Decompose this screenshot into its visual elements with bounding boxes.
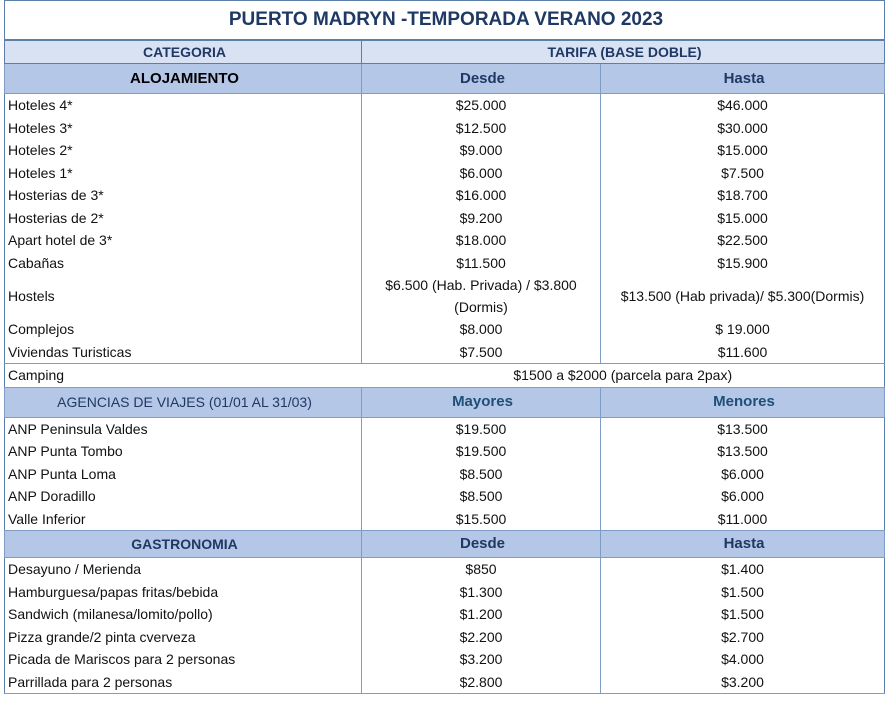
table-row <box>5 229 885 252</box>
row-from-value: $7.500 <box>362 341 601 364</box>
table-row <box>5 485 885 508</box>
row-to-value: $3.200 <box>601 671 885 694</box>
table-row <box>5 139 885 162</box>
row-to-value: $13.500 <box>601 440 885 463</box>
row-from-value: $18.000 <box>362 229 601 252</box>
price-table-sheet <box>4 0 884 720</box>
row-to-value: $15.000 <box>601 207 885 230</box>
title-row <box>5 1 885 41</box>
table-row <box>5 341 885 364</box>
row-label: Desayuno / Merienda <box>5 558 362 581</box>
table-row <box>5 603 885 626</box>
row-to-value: $13.500 <box>601 417 885 440</box>
table-row <box>5 508 885 531</box>
row-label: Hoteles 1* <box>5 162 362 185</box>
table-row <box>5 274 885 318</box>
row-from-value: $25.000 <box>362 94 601 117</box>
row-to-value: $11.000 <box>601 508 885 531</box>
row-to-value: $7.500 <box>601 162 885 185</box>
agencias-col-menores: Menores <box>601 387 885 417</box>
row-from-value: $16.000 <box>362 184 601 207</box>
alojamiento-heading: ALOJAMIENTO <box>5 64 362 94</box>
row-to-value: $22.500 <box>601 229 885 252</box>
page-title: PUERTO MADRYN -TEMPORADA VERANO 2023 <box>5 1 885 41</box>
row-label: ANP Punta Loma <box>5 463 362 486</box>
row-label: Hoteles 2* <box>5 139 362 162</box>
row-to-value: $11.600 <box>601 341 885 364</box>
row-to-value: $30.000 <box>601 117 885 140</box>
categoria-header: CATEGORIA <box>5 40 362 64</box>
agencias-header-row <box>5 387 885 417</box>
table-row <box>5 671 885 694</box>
row-to-value: $15.000 <box>601 139 885 162</box>
row-from-value: $6.000 <box>362 162 601 185</box>
agencias-rows <box>5 417 885 531</box>
row-label: Pizza grande/2 pinta cverveza <box>5 626 362 649</box>
row-to-value: $1.500 <box>601 603 885 626</box>
row-from-value: $9.200 <box>362 207 601 230</box>
row-from-value: $8.500 <box>362 485 601 508</box>
row-from-value: $2.200 <box>362 626 601 649</box>
table-row <box>5 558 885 581</box>
row-label: Hosterias de 2* <box>5 207 362 230</box>
row-to-value: $13.500 (Hab privada)/ $5.300(Dormis) <box>601 274 885 318</box>
row-from-value: $1.300 <box>362 581 601 604</box>
gastronomia-rows <box>5 558 885 694</box>
row-label: Picada de Mariscos para 2 personas <box>5 648 362 671</box>
row-to-value: $15.900 <box>601 252 885 275</box>
row-from-value: $9.000 <box>362 139 601 162</box>
row-label: Parrillada para 2 personas <box>5 671 362 694</box>
agencias-heading: AGENCIAS DE VIAJES (01/01 AL 31/03) <box>5 387 362 417</box>
row-label: Cabañas <box>5 252 362 275</box>
row-label: Hoteles 3* <box>5 117 362 140</box>
row-to-value: $2.700 <box>601 626 885 649</box>
gastronomia-col-hasta: Hasta <box>601 531 885 558</box>
camping-value: $1500 a $2000 (parcela para 2pax) <box>362 364 885 388</box>
row-label: Complejos <box>5 318 362 341</box>
table-row <box>5 252 885 275</box>
table-row <box>5 117 885 140</box>
table-row <box>5 94 885 117</box>
row-to-value: $ 19.000 <box>601 318 885 341</box>
row-label: Hostels <box>5 274 362 318</box>
row-label: ANP Peninsula Valdes <box>5 417 362 440</box>
row-from-value: $19.500 <box>362 417 601 440</box>
row-from-value: $15.500 <box>362 508 601 531</box>
row-from-value: $11.500 <box>362 252 601 275</box>
row-to-value: $4.000 <box>601 648 885 671</box>
row-to-value: $46.000 <box>601 94 885 117</box>
row-to-value: $6.000 <box>601 463 885 486</box>
row-label: ANP Doradillo <box>5 485 362 508</box>
row-to-value: $18.700 <box>601 184 885 207</box>
row-label: Hamburguesa/papas fritas/bebida <box>5 581 362 604</box>
row-from-value: $8.000 <box>362 318 601 341</box>
row-to-value: $1.400 <box>601 558 885 581</box>
camping-label: Camping <box>5 364 362 388</box>
row-from-value: $3.200 <box>362 648 601 671</box>
alojamiento-col-hasta: Hasta <box>601 64 885 94</box>
row-label: Apart hotel de 3* <box>5 229 362 252</box>
alojamiento-col-desde: Desde <box>362 64 601 94</box>
category-header-row <box>5 40 885 64</box>
row-to-value: $6.000 <box>601 485 885 508</box>
alojamiento-rows <box>5 94 885 364</box>
row-label: Hosterias de 3* <box>5 184 362 207</box>
gastronomia-header-row <box>5 531 885 558</box>
table-row <box>5 626 885 649</box>
table-row <box>5 318 885 341</box>
table-row <box>5 162 885 185</box>
table-row <box>5 463 885 486</box>
row-label: Hoteles 4* <box>5 94 362 117</box>
row-to-value: $1.500 <box>601 581 885 604</box>
row-label: ANP Punta Tombo <box>5 440 362 463</box>
table-row <box>5 184 885 207</box>
gastronomia-col-desde: Desde <box>362 531 601 558</box>
row-label: Viviendas Turisticas <box>5 341 362 364</box>
row-from-value: $19.500 <box>362 440 601 463</box>
tarifa-header: TARIFA (BASE DOBLE) <box>362 40 885 64</box>
camping-row <box>5 364 885 388</box>
row-from-value: $12.500 <box>362 117 601 140</box>
table-row <box>5 207 885 230</box>
table-row <box>5 648 885 671</box>
row-from-value: $2.800 <box>362 671 601 694</box>
row-label: Valle Inferior <box>5 508 362 531</box>
alojamiento-header-row <box>5 64 885 94</box>
row-from-value: $8.500 <box>362 463 601 486</box>
price-table <box>4 0 885 694</box>
row-label: Sandwich (milanesa/lomito/pollo) <box>5 603 362 626</box>
gastronomia-heading: GASTRONOMIA <box>5 531 362 558</box>
row-from-value: $6.500 (Hab. Privada) / $3.800 (Dormis) <box>362 274 601 318</box>
table-row <box>5 417 885 440</box>
table-row <box>5 581 885 604</box>
row-from-value: $850 <box>362 558 601 581</box>
agencias-col-mayores: Mayores <box>362 387 601 417</box>
table-row <box>5 440 885 463</box>
row-from-value: $1.200 <box>362 603 601 626</box>
